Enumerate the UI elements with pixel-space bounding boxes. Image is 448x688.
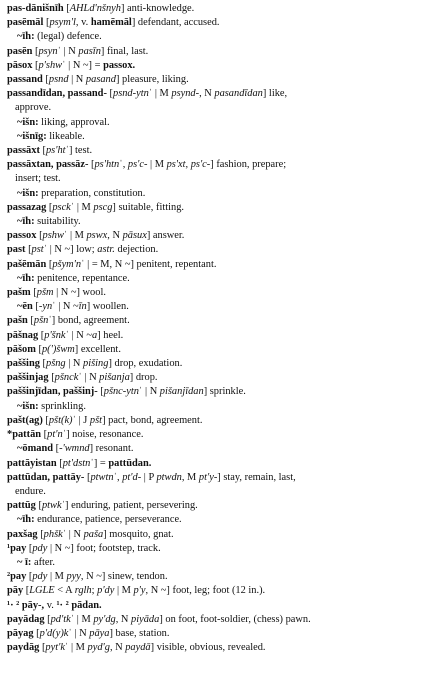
entry-line	[7, 229, 443, 243]
entry-line	[7, 73, 443, 87]
definition-text: , N ~] sinew, tendon.	[80, 571, 168, 583]
definition-text: ] stay, remain, last,	[217, 471, 296, 483]
definition-text: [	[35, 59, 39, 71]
transcription: pšym'n	[52, 258, 82, 270]
definition-text: ˈ | N	[78, 372, 100, 384]
transcription: psym'l	[49, 17, 76, 29]
definition-text: ] pleasure, liking.	[115, 74, 189, 86]
headword: paššing	[7, 358, 43, 370]
definition-text: ˈ | = M, N ~] penitent, repentant.	[81, 258, 217, 270]
transcription: rglh	[74, 585, 92, 597]
definition-text: [	[100, 386, 104, 398]
headword: passox	[7, 230, 40, 242]
definition-text: ] defendant, accused.	[131, 17, 220, 29]
definition-text: ˈ | M	[63, 230, 87, 242]
definition-text: dejection.	[114, 244, 159, 256]
transcription: pāya	[89, 627, 110, 639]
entry-line	[7, 599, 443, 613]
definition-text: ] sprinkle.	[203, 386, 246, 398]
transcription: pyd'g	[87, 642, 110, 654]
entry-continuation-line	[7, 485, 443, 499]
transcription: psck	[52, 201, 71, 213]
definition-text: ] woollen.	[86, 301, 129, 313]
headword: pašm	[7, 287, 34, 299]
definition-text: ˈ,	[119, 159, 128, 171]
entry-line	[7, 286, 443, 300]
transcription: pāsux	[122, 230, 147, 242]
definition-text: [	[45, 74, 49, 86]
headword: pašēmān	[7, 258, 49, 270]
definition-text: [	[33, 287, 37, 299]
entry-line	[7, 499, 443, 513]
headword: ¹· ² pāy-,	[7, 599, 47, 611]
headword: pattūdan, pattāy-	[7, 471, 87, 483]
definition-text: endure.	[15, 485, 46, 497]
subentry-line	[7, 556, 443, 570]
definition-text: , N ~] foot, leg; foot (12 in.).	[145, 585, 266, 597]
subentry-line	[7, 300, 443, 314]
definition-text: ] heel.	[97, 329, 124, 341]
transcription: AHLd'nšnyh	[69, 3, 121, 14]
transcription: pt'y-	[198, 471, 218, 483]
entry-line	[7, 528, 443, 542]
transcription: pasand	[85, 74, 116, 86]
definition-text: [	[38, 500, 42, 512]
definition-text: , v.	[75, 17, 91, 29]
entry-line	[7, 314, 443, 328]
transcription: psnd-ytn	[113, 88, 149, 100]
definition-text: [-	[35, 301, 43, 313]
subentry-line	[7, 513, 443, 527]
definition-text: | M	[47, 571, 67, 583]
definition-text: endurance, patience, perseverance.	[37, 514, 182, 526]
transcription: psyn	[38, 45, 58, 57]
definition-text: | P	[141, 471, 157, 483]
definition-text: ] answer.	[146, 230, 185, 242]
definition-text: , N	[199, 88, 215, 100]
definition-text: [	[28, 542, 33, 554]
definition-text: [	[51, 372, 55, 384]
transcription: p'd(y)k	[39, 627, 69, 639]
definition-text: suitability.	[37, 216, 81, 228]
headword: paxšag	[7, 528, 41, 540]
entry-line	[7, 258, 443, 272]
definition-text: [	[40, 528, 44, 540]
transcription: psynd-	[171, 88, 200, 100]
entry-line	[7, 385, 443, 399]
definition-text: | N	[68, 74, 86, 86]
definition-text: likeable.	[49, 130, 85, 142]
transcription: ptwtn	[90, 471, 114, 483]
definition-text: | M	[114, 585, 134, 597]
transcription: pšm	[36, 287, 54, 299]
definition-text: [	[42, 358, 46, 370]
definition-text: < A	[54, 585, 75, 597]
definition-text: | N ~] foot; footstep, track.	[47, 542, 161, 554]
transcription: pšt	[89, 414, 103, 426]
transcription: paša	[83, 528, 104, 540]
transcription: ptwdn	[156, 471, 182, 483]
entry-line	[7, 414, 443, 428]
headword: pāšnag	[7, 329, 41, 341]
entry-line	[7, 243, 443, 257]
definition-text: ] anti-knowledge.	[120, 3, 195, 14]
transcription: pšt(k)	[48, 414, 73, 426]
headword: passox.	[103, 59, 136, 71]
transcription: LGLE	[29, 585, 55, 597]
headword: pas-dānišnīh	[7, 3, 67, 14]
definition-text: ] like,	[262, 88, 288, 100]
definition-text: ] resonant.	[89, 443, 134, 455]
headword: ¹pay	[7, 542, 29, 554]
headword: pašn	[7, 315, 31, 327]
entry-line	[7, 158, 443, 172]
definition-text: [	[30, 315, 34, 327]
transcription: pišanja	[99, 372, 130, 384]
headword: passand	[7, 74, 46, 86]
transcription: pšnck	[54, 372, 79, 384]
headword: payādag	[7, 613, 48, 625]
definition-text: ˈ] =	[90, 457, 109, 469]
transcription: p'shw	[38, 59, 63, 71]
transcription: pšn	[33, 315, 49, 327]
transcription: pšng	[46, 358, 66, 370]
definition-text: ] mosquito, gnat.	[103, 528, 174, 540]
transcription: pdy	[32, 542, 48, 554]
definition-text: ] drop, exudation.	[108, 358, 183, 370]
transcription: pasīn	[78, 45, 101, 57]
entry-line	[7, 542, 443, 556]
definition-text: | M	[147, 159, 167, 171]
definition-text: ] pact, bond, agreement.	[102, 414, 203, 426]
definition-text: [	[28, 244, 32, 256]
headword: pattūg	[7, 500, 39, 512]
headword: ~īh:	[17, 216, 38, 228]
entry-continuation-line	[7, 101, 443, 115]
transcription: p'dy	[97, 585, 115, 597]
definition-text: , N	[109, 642, 126, 654]
headword: paššinjīdan, paššinj-	[7, 386, 101, 398]
definition-text: , M	[181, 471, 199, 483]
headword: ~īh:	[17, 514, 38, 526]
definition-text: preparation, constitution.	[41, 187, 146, 199]
headword: ~ōmand	[17, 443, 56, 455]
definition-text: ] excellent.	[74, 343, 121, 355]
transcription: ps'xt, ps'c	[166, 159, 207, 171]
headword: pasēn	[7, 45, 36, 57]
definition-text: [	[35, 45, 39, 57]
transcription: pt'd-	[122, 471, 142, 483]
definition-text: [	[43, 429, 48, 441]
headword: paššinjag	[7, 372, 52, 384]
transcription: pdy	[32, 571, 48, 583]
definition-text: ˈ,	[113, 471, 123, 483]
definition-text: [	[48, 258, 53, 270]
headword: ~ ī:	[17, 556, 34, 568]
definition-text: ˈ | N	[57, 45, 79, 57]
entry-line	[7, 371, 443, 385]
entry-line	[7, 457, 443, 471]
definition-text: ˈ] enduring, patient, persevering.	[61, 500, 198, 512]
definition-text: ˈ | N ~	[65, 329, 93, 341]
subentry-line	[7, 400, 443, 414]
headword: passandīdan, passand-	[7, 88, 110, 100]
definition-text: ˈ | N ~] =	[62, 59, 104, 71]
definition-text: ˈ | N	[68, 627, 90, 639]
definition-text: -] fashion, prepare;	[206, 159, 287, 171]
transcription: pshw	[42, 230, 64, 242]
entry-line	[7, 570, 443, 584]
definition-text: sprinkling.	[41, 400, 86, 412]
transcription: py'dg	[93, 613, 116, 625]
transcription: pswx	[86, 230, 108, 242]
headword: paydāg	[7, 642, 42, 654]
headword: ~īh:	[17, 31, 38, 43]
subentry-line	[7, 442, 443, 456]
definition-text: ˈ | N	[62, 528, 84, 540]
transcription: pt'n	[47, 429, 63, 441]
definition-text: (legal) defence.	[37, 31, 102, 43]
headword: ~išn:	[17, 400, 42, 412]
transcription: pscg	[93, 201, 113, 213]
definition-text: after.	[33, 556, 56, 568]
definition-text: ˈ] test.	[65, 145, 93, 157]
transcription: pst	[31, 244, 44, 256]
dictionary-page	[7, 2, 443, 655]
definition-text: ] final, last.	[100, 45, 149, 57]
entry-line	[7, 144, 443, 158]
definition-text: ] visible, obvious, revealed.	[150, 642, 266, 654]
definition-text: ˈ | J	[72, 414, 90, 426]
transcription: astr.	[97, 244, 115, 256]
headword: ~ēn	[17, 301, 36, 313]
headword: past	[7, 244, 29, 256]
transcription: pyt'k	[45, 642, 65, 654]
definition-text: [	[66, 3, 70, 14]
headword: pāsox	[7, 59, 36, 71]
entry-line	[7, 87, 443, 101]
entry-line	[7, 45, 443, 59]
entry-line	[7, 471, 443, 485]
transcription: pšnc-ytn	[103, 386, 139, 398]
transcription: ps'ht	[45, 145, 66, 157]
transcription: pt'dstn	[62, 457, 91, 469]
entry-line	[7, 16, 443, 30]
definition-text: v.	[46, 599, 57, 611]
definition-text: ˈ | N ~	[52, 301, 79, 313]
definition-text: ˈ | M	[70, 201, 94, 213]
entry-line	[7, 357, 443, 371]
definition-text: [	[45, 414, 49, 426]
transcription: a	[92, 329, 98, 341]
headword: pattāyistan	[7, 457, 60, 469]
definition-text: ˈ | M	[70, 613, 94, 625]
transcription: ps'c-	[127, 159, 148, 171]
entry-line	[7, 2, 443, 16]
subentry-line	[7, 187, 443, 201]
transcription: p'šnk	[44, 329, 66, 341]
entry-continuation-line	[7, 172, 443, 186]
definition-text: [	[41, 642, 46, 654]
transcription: p'y	[133, 585, 146, 597]
definition-text: ˈ | M	[64, 642, 88, 654]
definition-text: ˈ] bond, agreement.	[48, 315, 130, 327]
headword: pāšom	[7, 343, 39, 355]
transcription: psnd	[48, 74, 69, 86]
transcription: ptwk	[41, 500, 62, 512]
definition-text: ˈ | M	[148, 88, 172, 100]
definition-text: [	[48, 201, 53, 213]
definition-text: [	[59, 457, 63, 469]
definition-text: [	[109, 88, 113, 100]
definition-text: | N ~] wool.	[53, 287, 106, 299]
entry-line	[7, 641, 443, 655]
definition-text: , N	[107, 230, 123, 242]
headword: pasēmāl	[7, 17, 46, 29]
subentry-line	[7, 272, 443, 286]
headword: ~īh:	[17, 272, 38, 284]
transcription: pasandīdan	[214, 88, 263, 100]
transcription: yn	[42, 301, 53, 313]
headword: passazag	[7, 201, 49, 213]
transcription: pyy	[66, 571, 81, 583]
entry-line	[7, 428, 443, 442]
headword: ²pay	[7, 571, 29, 583]
entry-line	[7, 59, 443, 73]
definition-text: [	[45, 17, 50, 29]
definition-text: [	[25, 585, 30, 597]
definition-text: ˈ] noise, resonance.	[62, 429, 144, 441]
transcription: 'wmnd	[62, 443, 90, 455]
transcription: pd'tk	[50, 613, 71, 625]
definition-text: [	[86, 471, 91, 483]
definition-text: [	[42, 145, 46, 157]
headword: ~išn:	[17, 116, 42, 128]
transcription: paydā	[125, 642, 151, 654]
definition-text: penitence, repentance.	[37, 272, 130, 284]
definition-text: ] on foot, foot-soldier, (chess) pawn.	[159, 613, 311, 625]
entry-line	[7, 343, 443, 357]
subentry-line	[7, 30, 443, 44]
headword: hamēmāl	[90, 17, 132, 29]
subentry-line	[7, 215, 443, 229]
definition-text: , N	[115, 613, 132, 625]
headword: pāy	[7, 585, 26, 597]
definition-text: [	[39, 230, 43, 242]
entry-line	[7, 613, 443, 627]
definition-text: ] drop.	[129, 372, 158, 384]
transcription: ps'htn	[94, 159, 120, 171]
headword: passāxt	[7, 145, 43, 157]
headword: passāxtan, passāz-	[7, 159, 92, 171]
transcription: pišanjīdan	[159, 386, 204, 398]
definition-text: [	[28, 571, 33, 583]
definition-text: insert; test.	[15, 173, 61, 185]
definition-text: [	[47, 613, 51, 625]
definition-text: ˈ | N ~] low;	[43, 244, 98, 256]
headword: ~išn:	[17, 187, 42, 199]
headword: pāyag	[7, 627, 37, 639]
transcription: phšk	[43, 528, 63, 540]
definition-text: | N	[65, 358, 84, 370]
definition-text: [	[91, 159, 95, 171]
definition-text: ] suitable, fitting.	[112, 201, 184, 213]
definition-text: [-	[55, 443, 63, 455]
definition-text: ˈ | N	[138, 386, 160, 398]
headword: ~išnīg:	[17, 130, 50, 142]
definition-text: liking, approval.	[41, 116, 110, 128]
entry-line	[7, 201, 443, 215]
transcription: īn	[78, 301, 87, 313]
headword: ¹· ² pādan.	[56, 599, 102, 611]
entry-line	[7, 329, 443, 343]
transcription: pišing	[83, 358, 109, 370]
entry-line	[7, 584, 443, 598]
headword: *pattān	[7, 429, 44, 441]
headword: pašt(ag)	[7, 414, 46, 426]
definition-text: approve.	[15, 102, 52, 114]
entry-line	[7, 627, 443, 641]
subentry-line	[7, 116, 443, 130]
definition-text: ] base, station.	[109, 627, 170, 639]
definition-text: [	[38, 343, 42, 355]
definition-text: ;	[91, 585, 98, 597]
definition-text: [	[36, 627, 40, 639]
subentry-line	[7, 130, 443, 144]
definition-text: [	[40, 329, 45, 341]
headword: pattūdan.	[108, 457, 152, 469]
transcription: p(')šwm	[41, 343, 75, 355]
transcription: piyāda	[131, 613, 160, 625]
